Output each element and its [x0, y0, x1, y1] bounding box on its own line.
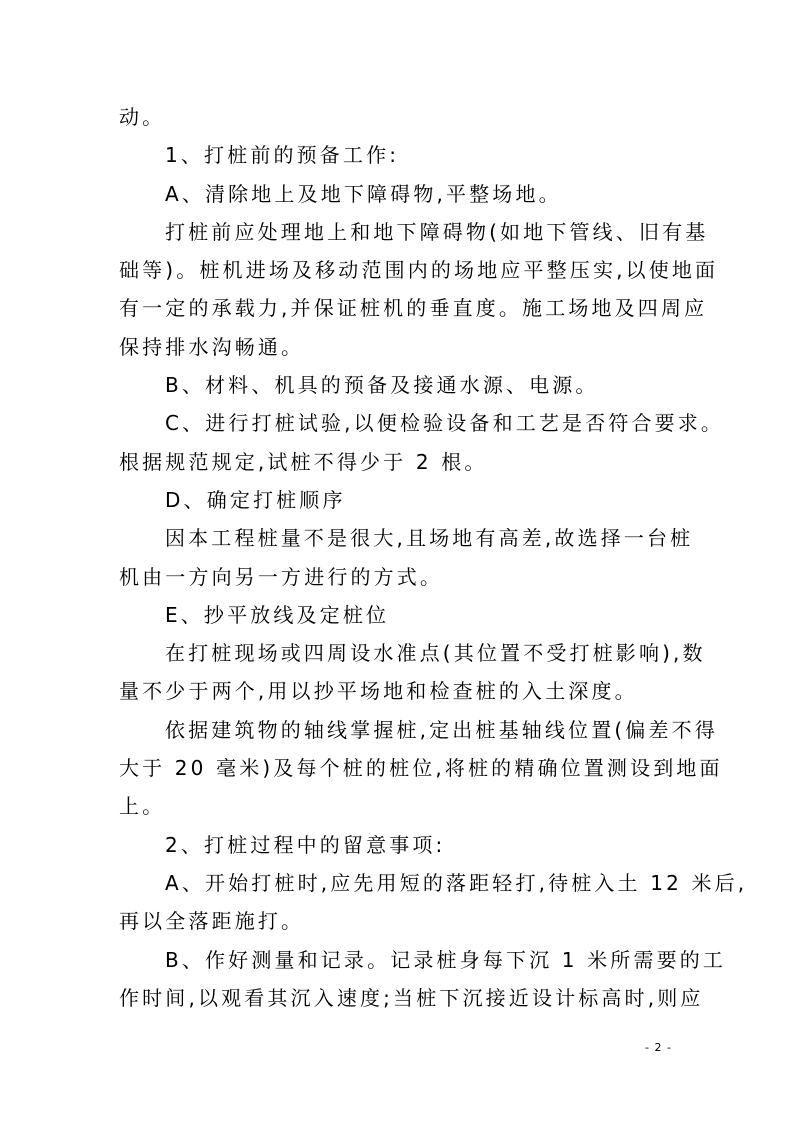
paragraph-line: 保持排水沟畅通。	[119, 334, 305, 359]
text-line-continuation: 动。	[119, 105, 166, 129]
paragraph-line: 因本工程桩量不是很大,且场地有高差,故选择一台桩	[165, 526, 694, 551]
paragraph-line: 大于 20 毫米)及每个桩的桩位,将桩的精确位置测设到地面	[119, 756, 723, 781]
section-heading-2: 2、打桩过程中的留意事项:	[165, 832, 446, 857]
paragraph-line: 机由一方向另一方进行的方式。	[119, 564, 444, 589]
paragraph-line: 有一定的承载力,并保证桩机的垂直度。施工场地及四周应	[119, 296, 708, 321]
item-b-heading: B、作好测量和记录。记录桩身每下沉 1 米所需要的工	[165, 947, 727, 972]
paragraph-line: 再以全落距施打。	[119, 909, 305, 934]
page-number: - 2 -	[645, 1041, 672, 1054]
item-a-heading: A、开始打桩时,应先用短的落距轻打,待桩入土 12 米后,	[165, 870, 748, 895]
paragraph-line: 量不少于两个,用以抄平场地和检查桩的入土深度。	[119, 679, 638, 704]
paragraph-line: 作时间,以观看其沉入速度;当桩下沉接近设计标高时,则应	[119, 985, 704, 1010]
document-body	[119, 98, 748, 1017]
section-heading-1: 1、打桩前的预备工作:	[165, 143, 400, 168]
item-a-heading: A、清除地上及地下障碍物,平整场地。	[165, 181, 562, 206]
item-d-heading: D、确定打桩顺序	[165, 487, 346, 512]
paragraph-line: 础等)。桩机进场及移动范围内的场地应平整压实,以使地面	[119, 258, 719, 283]
item-e-heading: E、抄平放线及定桩位	[165, 602, 390, 627]
paragraph-line: 在打桩现场或四周设水准点(其位置不受打桩影响),数	[165, 641, 706, 666]
paragraph-line: 根据规范规定,试桩不得少于 2 根。	[119, 449, 488, 474]
paragraph-line: 打桩前应处理地上和地下障碍物(如地下管线、旧有基	[165, 219, 709, 244]
paragraph-line: 依据建筑物的轴线掌握桩,定出桩基轴线位置(偏差不得	[165, 717, 718, 742]
item-b-heading: B、材料、机具的预备及接通水源、电源。	[165, 373, 599, 398]
item-c-heading: C、进行打桩试验,以便检验设备和工艺是否符合要求。	[165, 411, 725, 436]
paragraph-line: 上。	[119, 794, 166, 819]
